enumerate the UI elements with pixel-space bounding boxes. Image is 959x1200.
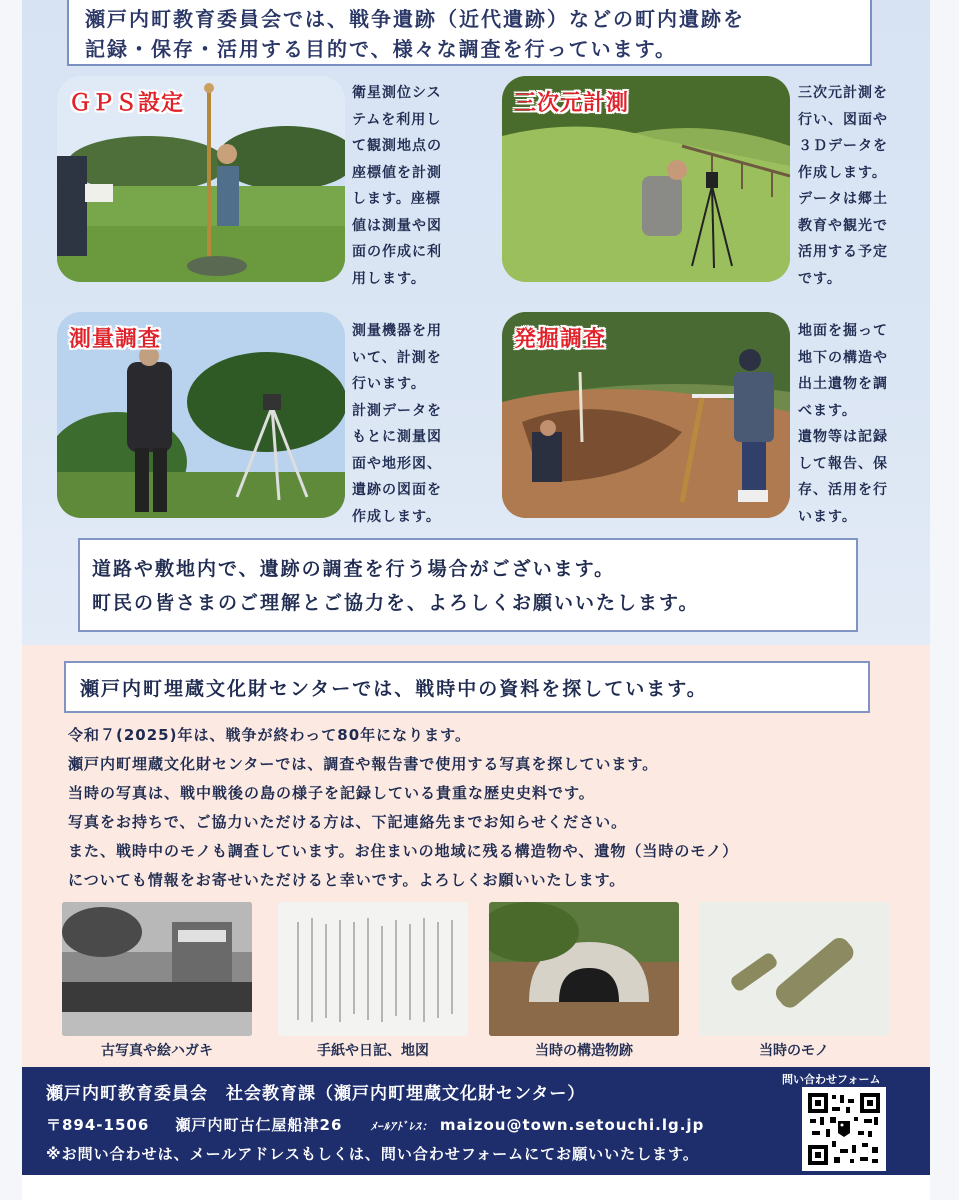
body-line: 令和７(2025)年は、戦争が終わって80年になります。 [68, 726, 471, 744]
materials-body [68, 721, 908, 895]
body-line: 写真をお持ちで、ご協力いただける方は、下記連絡先までお知らせください。 [68, 813, 628, 831]
old-photo-thumbnail [62, 902, 252, 1036]
artifacts-thumbnail [699, 902, 889, 1036]
materials-heading [64, 661, 870, 713]
survey-description: 測量機器を用 いて、計測を 行います。 計測データを もとに測量図 面や地形図、 遺跡の図面を 作成します。 [352, 323, 442, 525]
materials-heading-text: 瀬戸内町埋蔵文化財センターでは、戦時中の資料を探しています。 [80, 678, 708, 700]
excavation-label: 発掘調査 [514, 327, 607, 352]
footer-email-link[interactable]: maizou@town.setouchi.lg.jp [439, 1116, 705, 1134]
survey-label: 測量調査 [69, 327, 162, 352]
artifacts-caption: 当時のモノ [759, 1043, 829, 1059]
survey-photo [57, 312, 345, 518]
footer-address: 瀬戸内町古仁屋船津26 [175, 1116, 343, 1134]
3d-label: 三次元計測 [514, 91, 630, 116]
footer-mail-label: ﾒｰﾙｱﾄﾞﾚｽ： [370, 1120, 434, 1133]
footer-postal: 〒894-1506 [46, 1116, 150, 1134]
body-line: また、戦時中のモノも調査しています。お住まいの地域に残る構造物や、遺物（当時のモノ） [68, 842, 739, 860]
intro-box [67, 0, 872, 66]
body-line: 当時の写真は、戦中戦後の島の様子を記録している貴重な歴史史料です。 [68, 784, 595, 802]
old-photo-caption: 古写真や絵ハガキ [101, 1043, 213, 1059]
bottom-strip [22, 1175, 930, 1200]
footer-organization: 瀬戸内町教育委員会 社会教育課（瀬戸内町埋蔵文化財センター） [46, 1084, 586, 1104]
survey-section [22, 0, 930, 645]
footer-note: ※お問い合わせは、メールアドレスもしくは、問い合わせフォームにてお願いいたします。 [46, 1145, 699, 1163]
structure-thumbnail [489, 902, 679, 1036]
flyer [22, 0, 930, 1200]
3d-photo [502, 76, 790, 282]
gps-photo [57, 76, 345, 282]
footer-address-line [46, 1114, 704, 1135]
materials-section [22, 645, 930, 1067]
notice-line-1: 道路や敷地内で、遺跡の調査を行う場合がございます。 [92, 558, 616, 580]
contact-footer [22, 1067, 930, 1175]
qr-title: 問い合わせフォーム [782, 1073, 881, 1086]
3d-description: 三次元計測を 行い、図面や ３Ｄデータを 作成します。 データは郷土 教育や観光で 活用する予定 です。 [798, 85, 888, 287]
body-line: についても情報をお寄せいただけると幸いです。よろしくお願いいたします。 [68, 871, 626, 889]
excavation-description: 地面を掘って 地下の構造や 出土遺物を調 べます。 遺物等は記録 して報告、保 存、活用を行 います。 [798, 323, 888, 525]
contact-form-qr-code[interactable] [802, 1087, 886, 1171]
gps-label: ＧＰＳ設定 [69, 91, 185, 116]
structure-caption: 当時の構造物跡 [535, 1043, 633, 1059]
notice-box [78, 538, 858, 632]
excavation-photo [502, 312, 790, 518]
letters-caption: 手紙や日記、地図 [317, 1043, 429, 1059]
notice-line-2: 町民の皆さまのご理解とご協力を、よろしくお願いいたします。 [92, 592, 700, 614]
intro-line-1: 瀬戸内町教育委員会では、戦争遺跡（近代遺跡）などの町内遺跡を [85, 7, 745, 31]
body-line: 瀬戸内町埋蔵文化財センターでは、調査や報告書で使用する写真を探しています。 [68, 755, 659, 773]
letters-thumbnail [278, 902, 468, 1036]
gps-description: 衛星測位シス テムを利用し て観測地点の 座標値を計測 します。座標 値は測量や図 面の作成に利 用します。 [352, 85, 442, 287]
intro-line-2: 記録・保存・活用する目的で、様々な調査を行っています。 [85, 37, 677, 61]
